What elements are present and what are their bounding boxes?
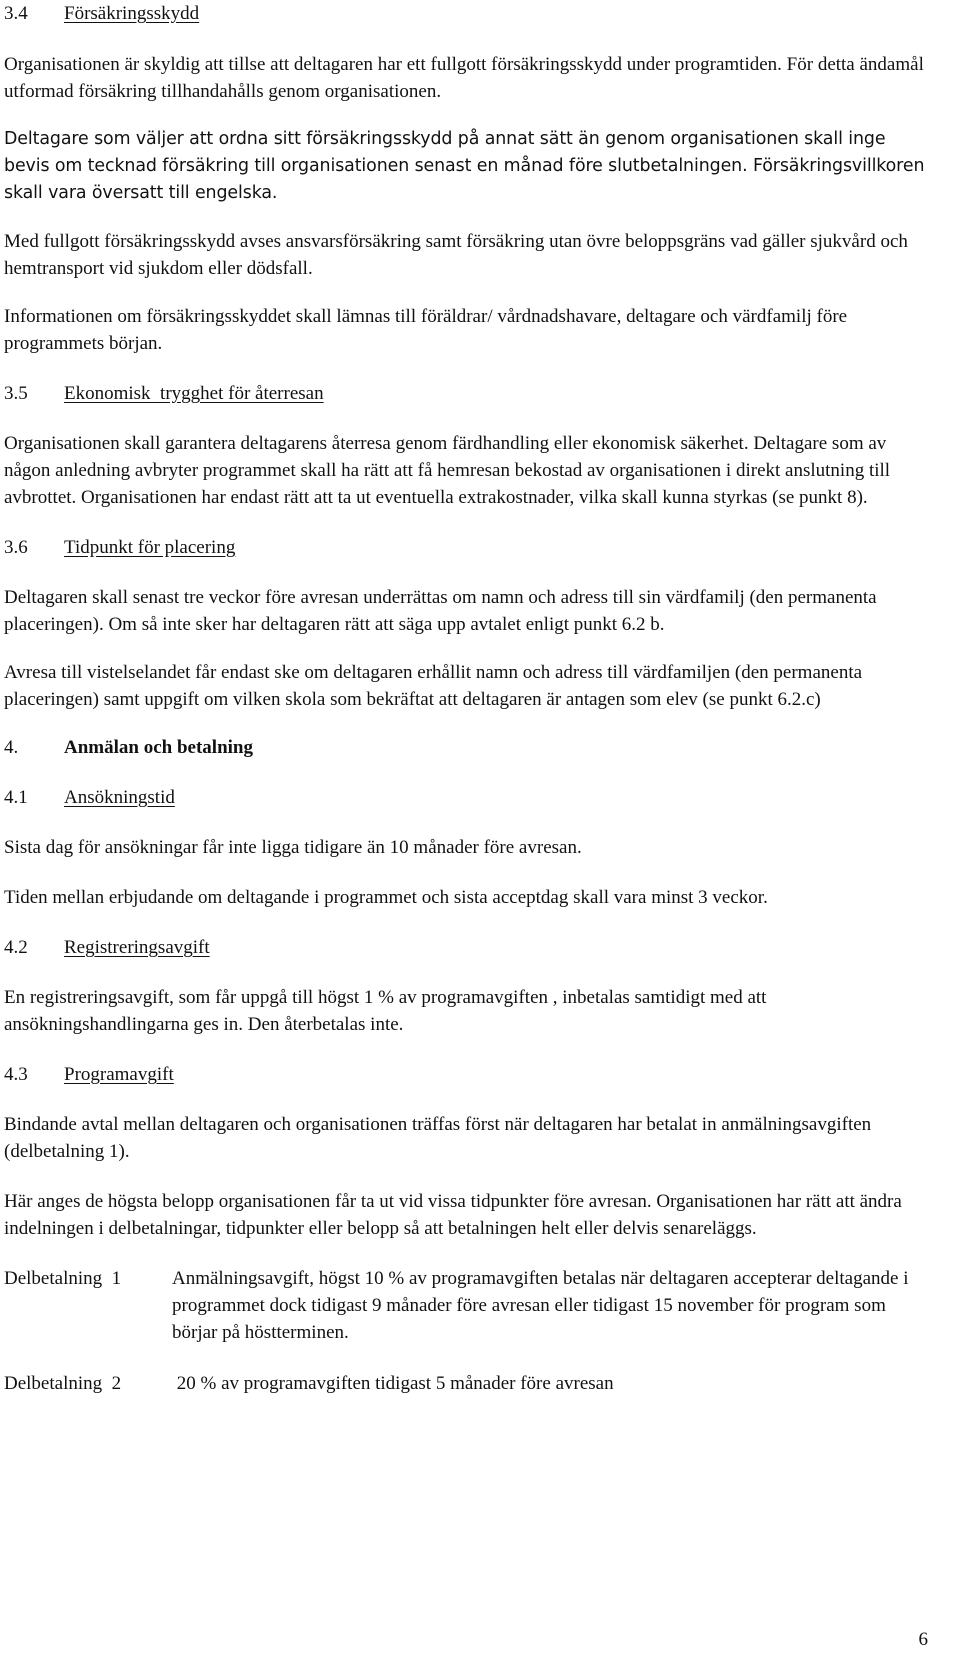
section-title: Försäkringsskydd [64, 3, 200, 24]
section-title: Tidpunkt för placering [64, 537, 236, 558]
section-heading-3-5 [4, 380, 930, 407]
paragraph: Organisationen är skyldig att tillse att deltagaren har ett fullgott försäkringsskydd under programtiden. För detta ändamål utformad försäkring tillhandahålls genom organisationen. [4, 54, 924, 102]
paragraph: Här anges de högsta belopp organisationen får ta ut vid vissa tidpunkter före avresan. Organisationen har rätt att ändra indelningen i delbetalningar, tidpunkter eller belopp så att betalningen helt eller delvis senareläggs. [4, 1191, 902, 1239]
payment-text: 20 % av programavgiften tidigast 5 månader före avresan [172, 1373, 614, 1394]
payment-row [4, 1370, 930, 1397]
section-heading-4-1 [4, 784, 930, 811]
section-heading-3-6 [4, 534, 930, 561]
paragraph: Sista dag för ansökningar får inte ligga tidigare än 10 månader före avresan. [4, 837, 582, 858]
section-number: 4.3 [4, 1064, 28, 1085]
payment-text: Anmälningsavgift, högst 10 % av programavgiften betalas när deltagaren accepterar deltagande i programmet dock tidigast 9 månader före avresan eller tidigast 15 november för program som börjar på höstterminen. [172, 1268, 909, 1343]
paragraph: Informationen om försäkringsskyddet skall lämnas till föräldrar/ vårdnadshavare, deltagare och värdfamilj före programmets början. [4, 306, 848, 354]
payment-label: Delbetalning 2 [4, 1373, 122, 1394]
paragraph: Bindande avtal mellan deltagaren och organisationen träffas först när deltagaren har betalat in anmälningsavgiften (delbetalning 1). [4, 1114, 872, 1162]
paragraph: Deltagaren skall senast tre veckor före avresan underrättas om namn och adress till sin värdfamilj (den permanenta placeringen). Om så inte sker har deltagaren rätt att säga upp avtalet enligt punkt 6.2 b. [4, 587, 877, 635]
section-number: 4. [4, 737, 19, 758]
paragraph: Organisationen skall garantera deltagarens återresa genom färdhandling eller ekonomisk säkerhet. Deltagare som av någon anledning avbryter programmet skall ha rätt att få hemresan bekostad av organisationen i direkt anslutning till avbrottet. Organisationen har endast rätt att ta ut eventuella extrakostnader, vilka skall kunna styrkas (se punkt 8). [4, 433, 891, 508]
section-number: 3.4 [4, 3, 28, 24]
section-title: Anmälan och betalning [64, 737, 253, 758]
section-number: 3.5 [4, 383, 28, 404]
section-number: 3.6 [4, 537, 28, 558]
paragraph: Avresa till vistelselandet får endast ske om deltagaren erhållit namn och adress till värdfamiljen (den permanenta placeringen) samt uppgift om vilken skola som bekräftat att deltagaren är antagen som elev (se punkt 6.2.c) [4, 662, 863, 710]
paragraph: Deltagare som väljer att ordna sitt försäkringsskydd på annat sätt än genom organisationen skall inge bevis om tecknad försäkring till organisationen senast en månad före slutbetalningen. Försäkringsvillkoren skall vara översatt till engelska. [4, 129, 925, 203]
section-heading-4-3 [4, 1061, 930, 1088]
section-title: Registreringsavgift [64, 937, 210, 958]
section-title: Programavgift [64, 1064, 174, 1085]
paragraph: Tiden mellan erbjudande om deltagande i programmet och sista acceptdag skall vara minst 3 veckor. [4, 887, 768, 908]
section-title: Ansökningstid [64, 787, 175, 808]
payment-label: Delbetalning 1 [4, 1268, 122, 1289]
paragraph: Med fullgott försäkringsskydd avses ansvarsförsäkring samt försäkring utan övre beloppsgräns vad gäller sjukvård och hemtransport vid sjukdom eller dödsfall. [4, 231, 908, 279]
page-number: 6 [918, 1629, 928, 1650]
section-heading-4 [4, 734, 930, 761]
section-number: 4.2 [4, 937, 28, 958]
section-title: Ekonomisk trygghet för återresan [64, 383, 324, 404]
section-number: 4.1 [4, 787, 28, 808]
paragraph: En registreringsavgift, som får uppgå till högst 1 % av programavgiften , inbetalas samtidigt med att ansökningshandlingarna ges in. Den återbetalas inte. [4, 987, 767, 1035]
section-heading-3-4 [4, 0, 930, 27]
section-heading-4-2 [4, 934, 930, 961]
payment-row [4, 1265, 930, 1346]
